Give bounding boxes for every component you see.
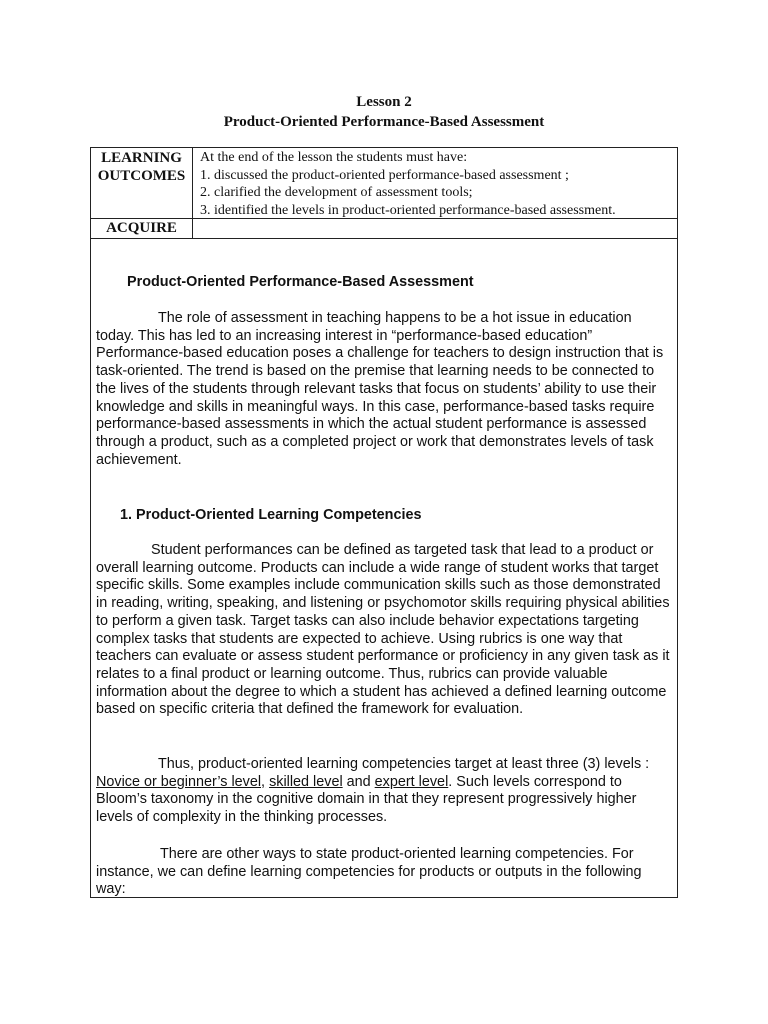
lesson-title: Product-Oriented Performance-Based Assessment [223,114,545,130]
document-title-block [0,92,768,132]
paragraph-competency-levels: Thus, product-oriented learning competencies target at least three (3) levels : Novice or beginner’s level, skilled level and expert level. Such levels correspond to Bloom’s taxonomy in the cognitive domain in that they represent progressively higher levels of complexity in the thinking processes. [96,756,650,826]
lesson-number: Lesson 2 [356,94,412,110]
column-divider [192,148,193,238]
learning-outcomes-list [200,149,670,219]
section-heading: Product-Oriented Performance-Based Assessment [127,274,474,290]
level-novice: Novice or beginner’s level, [96,773,266,790]
outcome-item: 2. clarified the development of assessment tools; [200,185,473,200]
outcome-item: 3. identified the levels in product-oriented performance-based assessment. [200,202,616,218]
paragraph-student-performances: Student performances can be defined as targeted task that lead to a product or overall learning outcome. Products can include a wide range of student works that target specific skills. Some examples include communication skills such as those demonstrated in reading, writing, speaking, and listening or psychomotor skills requiring physical abilities to perform a given task. Target tasks can also include behavior expectations targeting complex tasks that students are expected to achieve. Using rubrics is one way that teachers can evaluate or assess student performance or proficiency in any given task as it relates to a final product or learning outcome. Thus, rubrics can provide valuable information about the degree to which a student has achieved a defined learning outcome based on specific criteria that defined the framework for evaluation. [96,542,670,718]
learning-outcomes-label: LEARNING OUTCOMES [97,150,186,184]
paragraph-other-ways: There are other ways to state product-oriented learning competencies. For instance, we can define learning competencies for products or outputs in the following way: [96,846,642,898]
outcome-item: 1. discussed the product-oriented performance-based assessment ; [200,167,569,183]
learning-outcomes-row [91,148,677,219]
acquire-row [91,218,677,239]
acquire-label: ACQUIRE [106,220,177,236]
level-expert: expert level [374,773,449,790]
paragraph-assessment-role: The role of assessment in teaching happens to be a hot issue in education today. This has led to an increasing interest in “performance-based education” Performance-based education poses a challenge for teachers to design instruction that is task-oriented. The trend is based on the premise that learning needs to be connected to the lives of the students through relevant tasks that focus on students’ ability to use their knowledge and skills in meaningful ways. In this case, performance-based tasks require performance-based assessments in which the actual student performance is assessed through a product, such as a completed project or work that demonstrates levels of task achievement. [96,310,664,468]
outcomes-intro: At the end of the lesson the students must have: [200,150,468,165]
subheading-competencies: 1. Product-Oriented Learning Competencies [120,507,422,523]
level-skilled: skilled level [269,773,343,790]
